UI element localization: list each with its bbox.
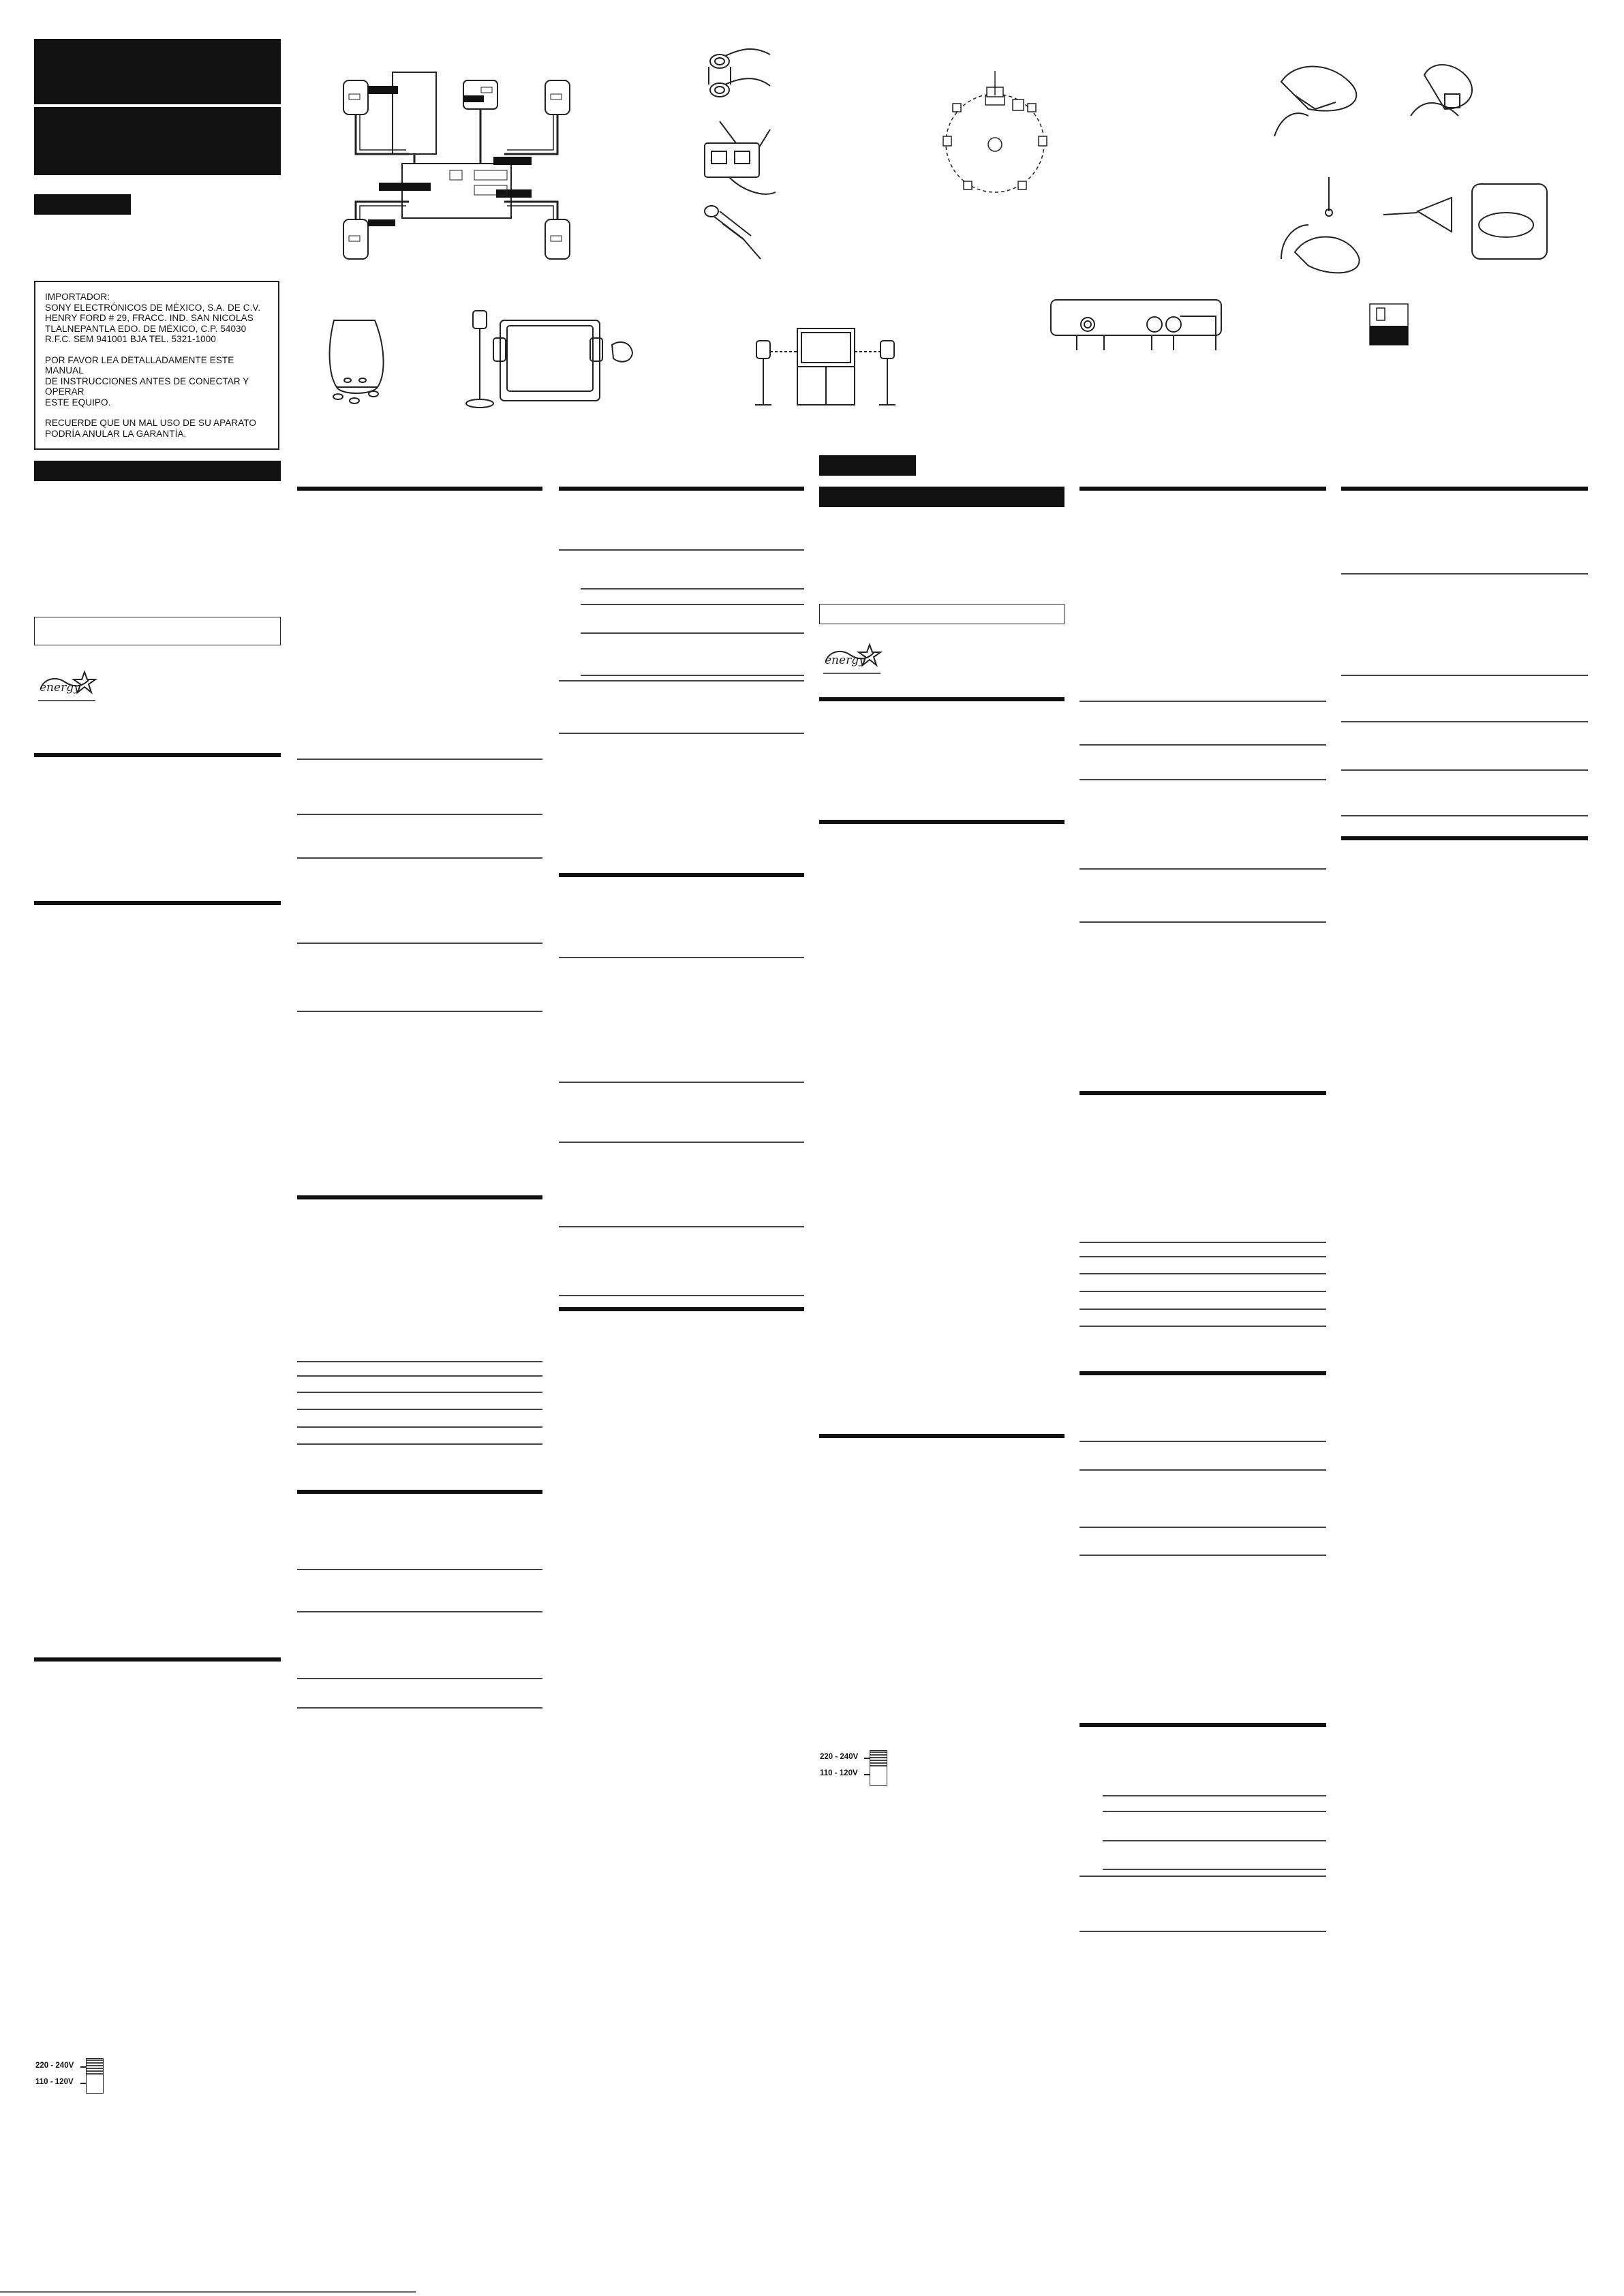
section-rule bbox=[1079, 1371, 1326, 1375]
notice-line: DE INSTRUCCIONES ANTES DE CONECTAR Y OPERAR bbox=[45, 376, 249, 397]
section-rule bbox=[34, 1657, 281, 1662]
divider bbox=[559, 1295, 804, 1296]
divider bbox=[1079, 921, 1326, 923]
divider bbox=[1079, 868, 1326, 870]
importer-line: SONY ELECTRÓNICOS DE MÉXICO, S.A. DE C.V. bbox=[45, 302, 261, 313]
empty-notice-box-left bbox=[34, 617, 281, 645]
divider bbox=[297, 943, 542, 944]
table-line bbox=[297, 1392, 542, 1393]
section-rule bbox=[34, 753, 281, 757]
divider bbox=[1341, 815, 1588, 816]
section-header-bar-right bbox=[819, 487, 1064, 507]
cable-terminal-illustrations bbox=[695, 34, 804, 273]
divider bbox=[1079, 1527, 1326, 1528]
divider bbox=[1079, 701, 1326, 702]
divider bbox=[1079, 779, 1326, 780]
warning-line: RECUERDE QUE UN MAL USO DE SU APARATO bbox=[45, 418, 257, 428]
speaker-connection-diagram bbox=[327, 68, 586, 273]
speaker-placement-diagram bbox=[934, 68, 1056, 198]
importer-line: TLALNEPANTLA EDO. DE MÉXICO, C.P. 54030 bbox=[45, 323, 247, 334]
table-line bbox=[1103, 1869, 1326, 1870]
table-line bbox=[297, 1361, 542, 1362]
divider bbox=[1079, 1469, 1326, 1471]
voltage-switch-icon bbox=[86, 2058, 104, 2094]
table-line bbox=[1103, 1795, 1326, 1796]
table-line bbox=[1079, 1291, 1326, 1292]
section-rule bbox=[1341, 836, 1588, 840]
rear-panel-diagram bbox=[1050, 297, 1227, 352]
divider bbox=[559, 1142, 804, 1143]
divider bbox=[559, 549, 804, 551]
importer-line: IMPORTADOR: bbox=[45, 292, 110, 302]
section-rule bbox=[1079, 1723, 1326, 1727]
section-rule bbox=[559, 487, 804, 491]
divider bbox=[1341, 573, 1588, 575]
divider bbox=[1341, 769, 1588, 771]
section-rule bbox=[34, 901, 281, 905]
divider bbox=[1341, 675, 1588, 676]
divider bbox=[559, 1226, 804, 1227]
voltage-label-low: 110 - 120V bbox=[35, 2078, 74, 2086]
divider bbox=[1079, 1876, 1326, 1877]
section-rule bbox=[559, 1307, 804, 1311]
section-rule bbox=[819, 697, 1064, 701]
table-line bbox=[581, 675, 804, 676]
footer-print-line bbox=[0, 2291, 416, 2293]
table-line bbox=[297, 1443, 542, 1445]
divider bbox=[297, 759, 542, 760]
wall-mount-illustrations bbox=[1268, 55, 1581, 273]
svg-text:energy: energy bbox=[40, 681, 80, 694]
tv-speaker-setup-illustration bbox=[457, 304, 647, 413]
table-line bbox=[1079, 1326, 1326, 1327]
section-rule bbox=[297, 1195, 542, 1199]
table-line bbox=[1079, 1242, 1326, 1243]
divider bbox=[1079, 1441, 1326, 1442]
table-line bbox=[1079, 1273, 1326, 1274]
voltage-label-high: 220 - 240V bbox=[35, 2062, 74, 2070]
voltage-switch-icon bbox=[870, 1750, 887, 1786]
table-line bbox=[297, 1375, 542, 1377]
cover-title-block-top bbox=[34, 39, 281, 104]
divider bbox=[559, 957, 804, 958]
table-line bbox=[1103, 1811, 1326, 1812]
language-tab-right bbox=[819, 455, 916, 476]
divider bbox=[1079, 744, 1326, 746]
importer-line: R.F.C. SEM 941001 BJA TEL. 5321-1000 bbox=[45, 334, 216, 344]
table-line bbox=[297, 1409, 542, 1410]
section-header-bar-left bbox=[34, 461, 281, 481]
svg-text:energy: energy bbox=[825, 654, 865, 667]
section-rule bbox=[559, 873, 804, 877]
section-rule bbox=[1079, 1091, 1326, 1095]
empty-notice-box-right bbox=[819, 604, 1064, 624]
importer-notice-box bbox=[34, 281, 279, 450]
divider bbox=[297, 814, 542, 815]
divider bbox=[297, 1707, 542, 1709]
divider bbox=[559, 1082, 804, 1083]
language-tab-left bbox=[34, 194, 131, 215]
divider bbox=[297, 1611, 542, 1612]
section-rule bbox=[297, 487, 542, 491]
energy-star-logo-right bbox=[821, 641, 885, 677]
divider bbox=[559, 733, 804, 734]
divider bbox=[297, 857, 542, 859]
section-rule bbox=[819, 1434, 1064, 1438]
divider bbox=[559, 680, 804, 682]
voltage-label-high: 220 - 240V bbox=[820, 1753, 859, 1761]
table-line bbox=[581, 588, 804, 590]
voltage-label-low: 110 - 120V bbox=[820, 1769, 858, 1777]
notice-line: POR FAVOR LEA DETALLADAMENTE ESTE MANUAL bbox=[45, 354, 234, 376]
divider bbox=[1341, 721, 1588, 722]
divider bbox=[297, 1569, 542, 1570]
table-line bbox=[297, 1426, 542, 1428]
divider bbox=[1079, 1555, 1326, 1556]
divider bbox=[297, 1678, 542, 1679]
section-rule bbox=[819, 820, 1064, 824]
section-rule bbox=[1341, 487, 1588, 491]
table-line bbox=[1079, 1256, 1326, 1257]
table-line bbox=[581, 632, 804, 634]
energy-star-logo-left bbox=[35, 668, 100, 705]
divider bbox=[1079, 1931, 1326, 1932]
tv-floor-stands-illustration bbox=[750, 324, 906, 413]
notice-line: ESTE EQUIPO. bbox=[45, 397, 111, 408]
importer-line: HENRY FORD # 29, FRACC. IND. SAN NICOLAS bbox=[45, 313, 254, 323]
cover-title-block-bottom bbox=[34, 107, 281, 175]
warning-line: PODRÍA ANULAR LA GARANTÍA. bbox=[45, 428, 187, 439]
speaker-base-feet-illustration bbox=[320, 313, 395, 409]
section-rule bbox=[297, 1490, 542, 1494]
divider bbox=[297, 1011, 542, 1012]
table-line bbox=[581, 604, 804, 605]
voltage-switch-detail bbox=[1368, 303, 1409, 346]
table-line bbox=[1103, 1840, 1326, 1841]
table-line bbox=[1079, 1308, 1326, 1310]
section-rule bbox=[1079, 487, 1326, 491]
